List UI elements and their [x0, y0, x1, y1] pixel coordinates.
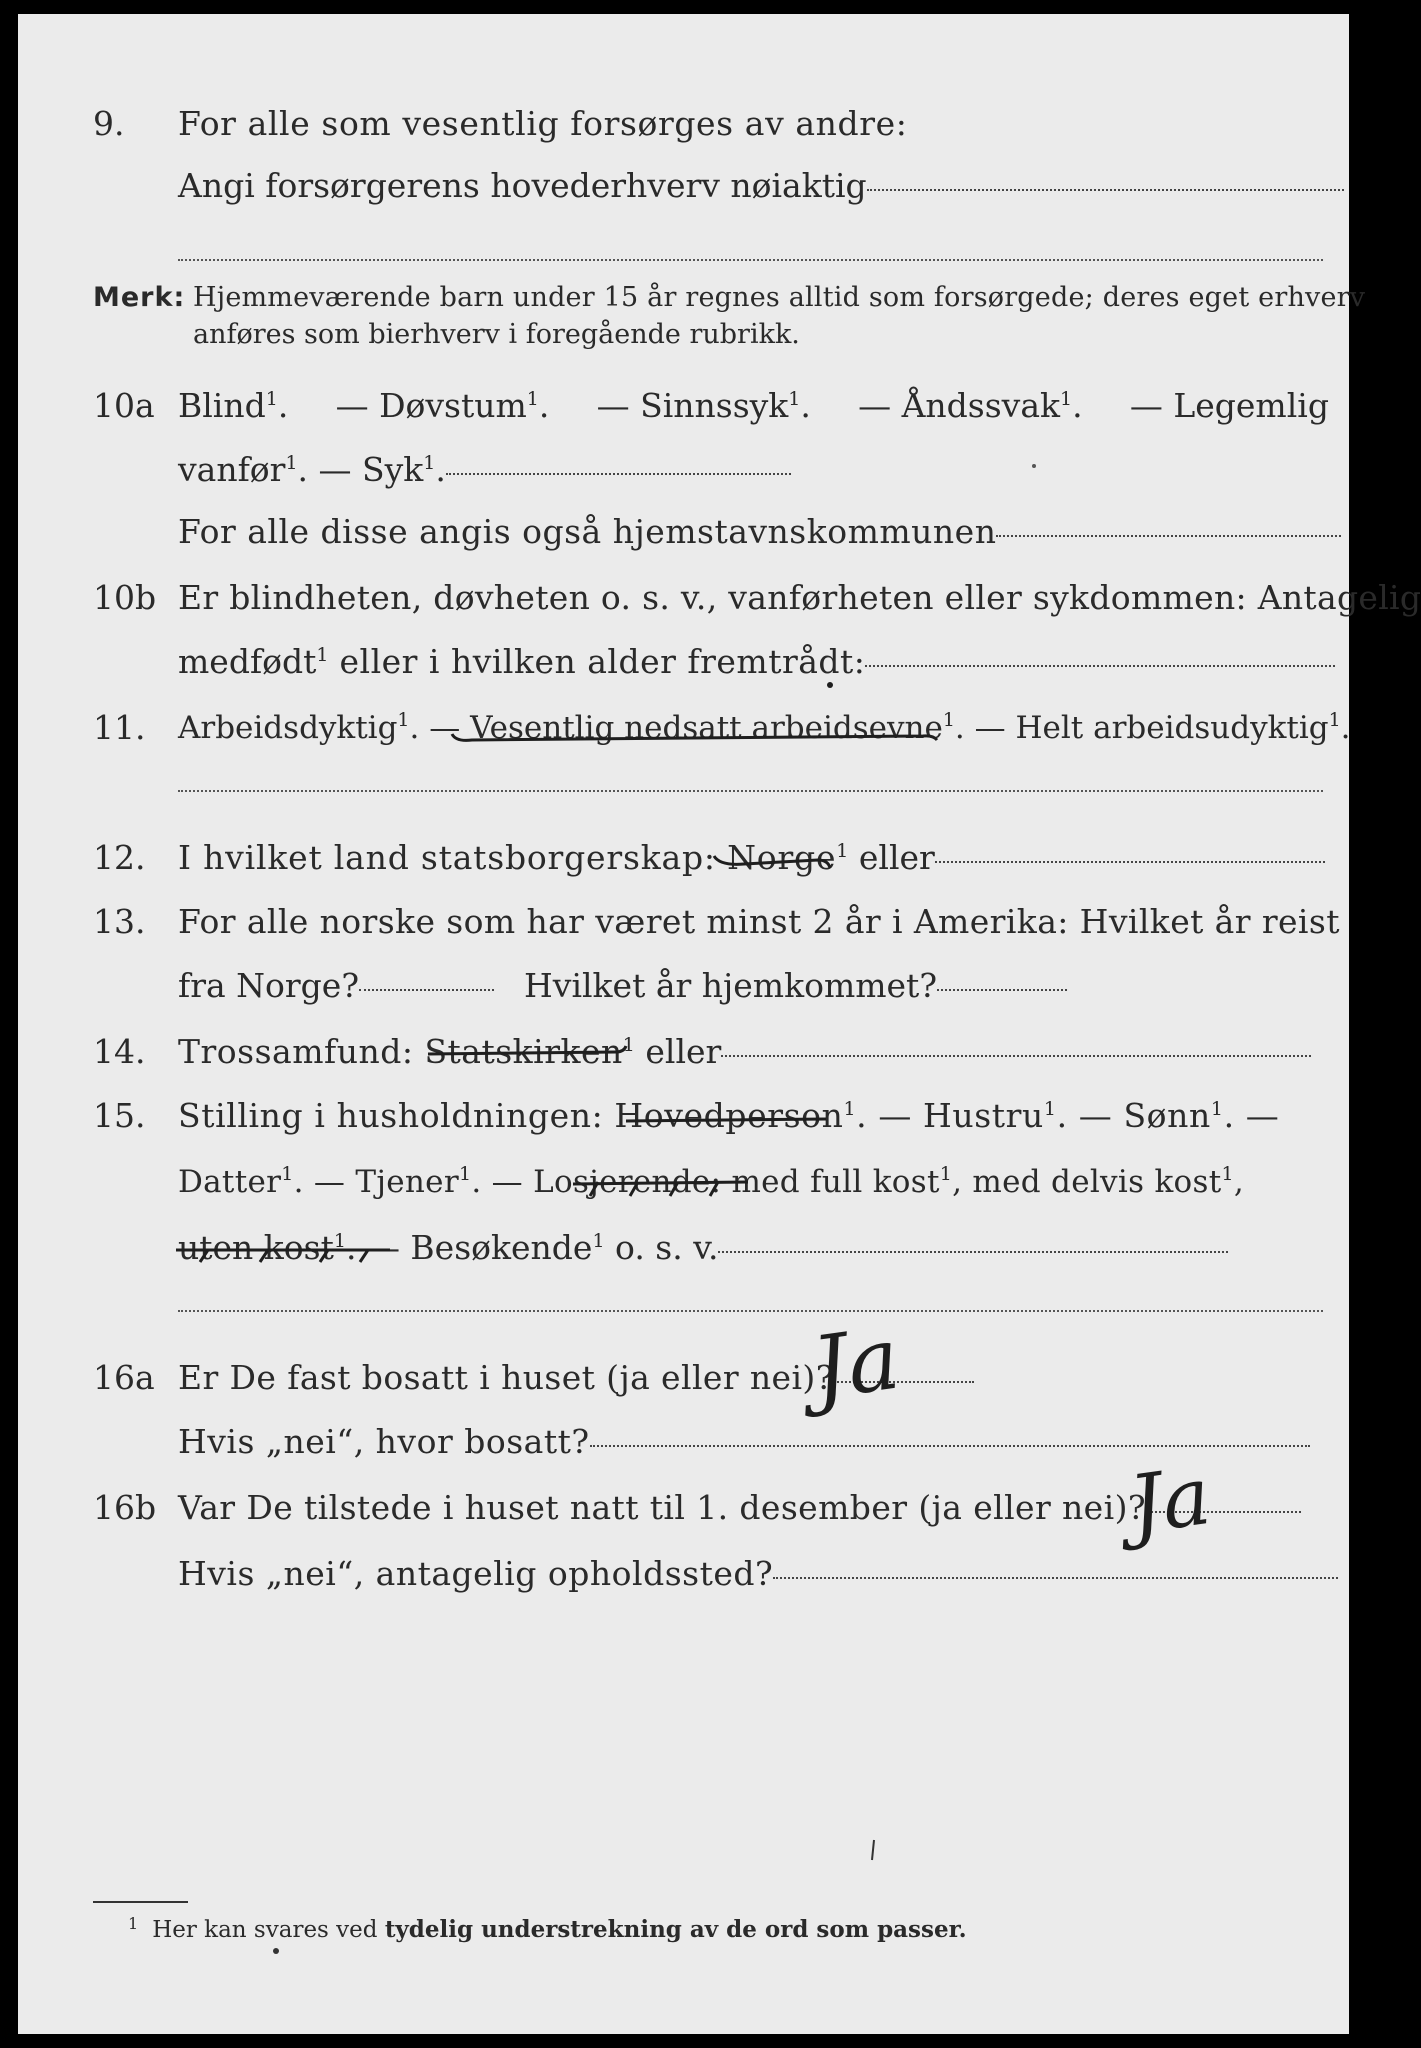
handwriting-layer [18, 14, 1421, 2034]
footnote-mark: 1 [942, 709, 955, 731]
footnote-mark: 1 [788, 388, 801, 410]
footnote-text: Her kan svares ved [152, 1917, 385, 1943]
question-text: Var De tilstede i huset natt til 1. desember (ja eller nei)? [178, 1488, 1146, 1527]
question-text: eller [848, 838, 935, 877]
tick-marks [200, 1250, 368, 1262]
question-text: Hvis „nei“, antagelig opholdssted? [178, 1554, 774, 1593]
footnote-mark: 1 [285, 452, 298, 474]
footnote-mark: 1 [592, 1230, 605, 1252]
option-datter[interactable]: Datter [178, 1164, 282, 1200]
option-sinnssyk[interactable]: — Sinnssyk [596, 386, 789, 425]
footnote-mark: 1 [1328, 709, 1341, 731]
footnote-mark: 1 [423, 452, 436, 474]
underline-mark [626, 1119, 826, 1121]
question-text: Hvilket år hjemkommet? [524, 966, 938, 1005]
question-text: Hvis „nei“, hvor bosatt? [178, 1422, 590, 1461]
question-text: Trossamfund: Statskirken [178, 1032, 623, 1071]
question-number: 14. [93, 1032, 146, 1071]
footnote-mark: 1 [316, 644, 329, 666]
question-text: medfødt [178, 642, 317, 681]
option-losjerende-full-kost[interactable]: — Losjerende: med full kost [481, 1164, 940, 1200]
ink-dot [827, 682, 833, 688]
underline-mark [452, 734, 937, 740]
footnote-mark: 1 [397, 709, 410, 731]
option-vesentlig-nedsatt[interactable]: — Vesentlig nedsatt arbeidsevne [419, 710, 943, 746]
footnote-mark: 1 [1060, 388, 1073, 410]
option-legemlig[interactable]: — Legemlig [1129, 386, 1329, 425]
question-text: I hvilket land statsborgerskap: Norge [178, 838, 837, 877]
question-text: For alle som vesentlig forsørges av andre: [178, 104, 908, 143]
option-arbeidsdyktig[interactable]: Arbeidsdyktig [178, 710, 398, 746]
footnote-mark: 1 [458, 1163, 472, 1185]
question-text: Er De fast bosatt i huset (ja eller nei)? [178, 1358, 834, 1397]
footnote-mark: 1 [836, 840, 849, 862]
underline-mark [428, 1046, 626, 1054]
footnote-rule [93, 1901, 188, 1903]
option-vanfor[interactable]: vanfør [178, 450, 286, 489]
option-sonn[interactable]: — Sønn [1067, 1096, 1211, 1135]
ink-stroke [872, 1840, 874, 1860]
question-text: For alle norske som har været minst 2 år i Amerika: Hvilket år reist [178, 902, 1340, 941]
option-dovstum[interactable]: — Døvstum [335, 386, 527, 425]
question-number: 16a [93, 1358, 155, 1397]
question-number: 15. [93, 1096, 146, 1135]
option-besokende[interactable]: — Besøkende [356, 1228, 593, 1267]
handwritten-answer-16b: Ja [1123, 1448, 1216, 1553]
footnote-mark: 1 [128, 1914, 139, 1933]
note-text-line1: Hjemmeværende barn under 15 år regnes alltid som forsørgede; deres eget erhverv [193, 282, 1366, 313]
footnote-mark: 1 [333, 1230, 346, 1252]
footnote-mark: 1 [1043, 1098, 1057, 1120]
note-text-line2: anføres som bierhverv i foregående rubrikk. [193, 319, 800, 350]
option-uten-kost[interactable]: uten kost [178, 1228, 334, 1267]
option-syk[interactable]: — Syk [308, 450, 424, 489]
question-text: eller [634, 1032, 722, 1071]
question-text: Er blindheten, døvheten o. s. v., vanførheten eller sykdommen: Antagelig [178, 578, 1421, 617]
footnote-mark: 1 [843, 1098, 857, 1120]
question-number: 16b [93, 1488, 157, 1527]
question-number: 10a [93, 386, 155, 425]
question-text: Angi forsørgerens hovederhverv nøiaktig [178, 166, 867, 205]
option-hovedperson[interactable]: Stilling i husholdningen: Hovedperson [178, 1096, 844, 1135]
question-number: 13. [93, 902, 146, 941]
question-text: eller i hvilken alder fremtrådt: [328, 642, 866, 681]
footnote-mark: 1 [281, 1163, 294, 1185]
option-helt-arbeidsudyktig[interactable]: — Helt arbeidsudyktig [964, 710, 1329, 746]
ink-dot [1032, 464, 1036, 468]
footnote-mark: 1 [265, 388, 278, 410]
footnote-mark: 1 [1210, 1098, 1224, 1120]
footnote-mark: 1 [622, 1034, 635, 1056]
underline-mark [714, 856, 830, 868]
note-label: Merk: [93, 282, 186, 313]
option-hustru[interactable]: — Hustru [867, 1096, 1044, 1135]
question-number: 12. [93, 838, 146, 877]
option-delvis-kost[interactable]: , med delvis kost [952, 1164, 1222, 1200]
question-number: 10b [93, 578, 157, 617]
footnote-mark: 1 [939, 1163, 953, 1185]
question-number: 9. [93, 104, 125, 143]
handwritten-answer-16a: Ja [806, 1308, 906, 1420]
underline-mark [573, 1182, 748, 1184]
option-blind[interactable]: Blind [178, 386, 266, 425]
question-text: fra Norge? [178, 966, 360, 1005]
option-tjener[interactable]: — Tjener [303, 1164, 459, 1200]
census-form-page: 9. For alle som vesentlig forsørges av andre: Angi forsørgerens hovederhverv nøiaktig Merk: Hjemmeværende barn under 15 år regnes alltid som forsørgede; deres eget erhverv anføres som bierhverv i foregående rubrikk. 10a Blind$^1$. — Døvstum$^1$. — Sinnssyk$^1$. — Åndssvak$^1$. — Legemlig vanfør$^1$. — Syk$^1$. For alle disse angis også hjemstavnskommunen 10b Er blindheten, døvheten o. s. v., vanførheten eller sykdommen: Antagelig medfødt$^1$ eller i hvilken alder fremtrådt: 11. Arbeidsdyktig$^1$. — Vesentlig nedsatt arbeidsevne$^1$. — Helt arbeidsudyktig$^1$. 12. I hvilket land statsborgerskap: Norge$^1$ eller 13. For alle norske som har været minst 2 år i Amerika: Hvilket år reist fra Norge? Hvilket år hjemkommet? 14. Trossamfund: Statskirken$^1$ eller 15. Stilling i husholdningen: Hovedperson$^1$. — Hustru$^1$. — Sønn$^1$. — Datter$^1$. — Tjener$^1$. — Losjerende: med full kost$^1$, med delvis kost$^1$, uten kost$^1$. — Besøkende$^1$ o. s. v. 16a Er De fast bosatt i huset (ja eller nei)? Hvis „nei“, hvor bosatt? 16b Var De tilstede i huset natt til 1. desember (ja eller nei)? Hvis „nei“, antagelig opholdssted? Ja Ja $^1$ Her kan svares ved tydelig understrekning av de ord som passer. [18, 14, 1349, 2034]
option-andssvak[interactable]: — Åndssvak [858, 386, 1060, 425]
question-number: 11. [93, 708, 146, 747]
footnote-mark: 1 [1221, 1163, 1234, 1185]
footnote-mark: 1 [526, 388, 539, 410]
question-text: For alle disse angis også hjemstavnskommunen [178, 512, 997, 551]
footnote-text-bold: tydelig understrekning av de ord som passer. [384, 1916, 967, 1943]
ink-dot [273, 1948, 279, 1954]
footnote [128, 1914, 967, 1943]
